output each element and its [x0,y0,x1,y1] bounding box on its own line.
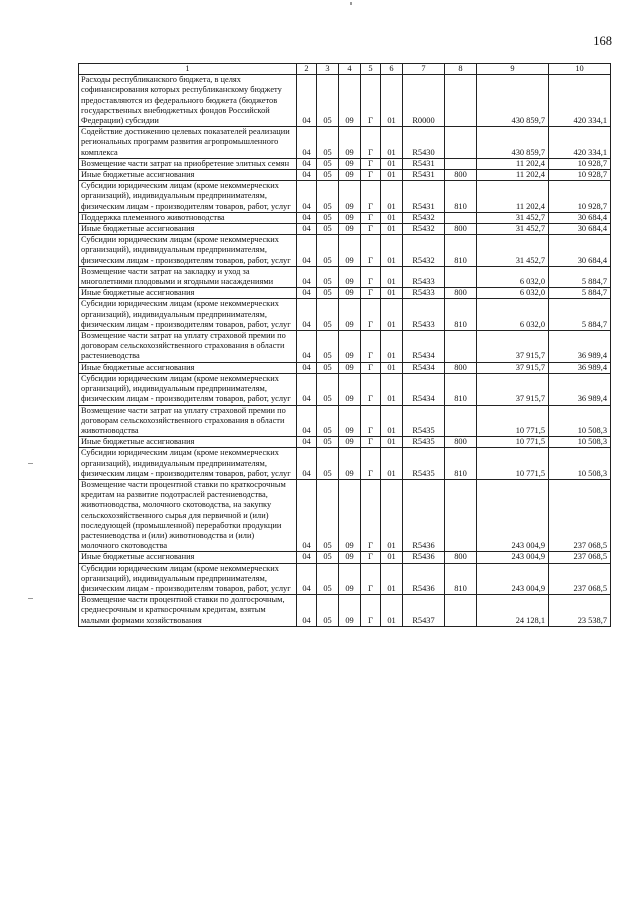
cell-c7: R5436 [403,552,445,563]
cell-c6: 01 [381,288,403,299]
cell-c9: 243 004,9 [477,479,549,551]
cell-c6: 01 [381,127,403,159]
cell-c7: R5433 [403,288,445,299]
cell-c9: 31 452,7 [477,212,549,223]
cell-c2: 04 [297,181,317,213]
table-row [79,224,611,235]
cell-c8: 800 [445,362,477,373]
cell-c2: 04 [297,212,317,223]
cell-c7: R5433 [403,266,445,287]
table-row [79,75,611,127]
cell-c10: 30 684,4 [549,235,611,267]
cell-c4: 09 [339,212,361,223]
cell-c9: 10 771,5 [477,437,549,448]
cell-c10: 30 684,4 [549,224,611,235]
cell-c3: 05 [317,595,339,627]
cell-c10: 420 334,1 [549,127,611,159]
cell-c2: 04 [297,405,317,437]
cell-c9: 11 202,4 [477,158,549,169]
row-name: Возмещение части затрат на уплату страховой премии по договорам сельскохозяйственного страхования в области животноводства [79,405,297,437]
cell-c2: 04 [297,448,317,480]
cell-c6: 01 [381,170,403,181]
cell-c2: 04 [297,235,317,267]
cell-c3: 05 [317,212,339,223]
cell-c8: 810 [445,235,477,267]
cell-c5: Г [361,437,381,448]
cell-c10: 10 928,7 [549,158,611,169]
cell-c6: 01 [381,552,403,563]
row-name: Субсидии юридическим лицам (кроме некоммерческих организаций), индивидуальным предпринимателям, физическим лицам - производителям товаров, работ, услуг [79,181,297,213]
cell-c5: Г [361,75,381,127]
row-name: Субсидии юридическим лицам (кроме некоммерческих организаций), индивидуальным предпринимателям, физическим лицам - производителям товаров, работ, услуг [79,448,297,480]
cell-c3: 05 [317,158,339,169]
cell-c4: 09 [339,224,361,235]
cell-c4: 09 [339,448,361,480]
cell-c3: 05 [317,224,339,235]
cell-c10: 36 989,4 [549,331,611,363]
cell-c4: 09 [339,362,361,373]
cell-c9: 430 859,7 [477,127,549,159]
row-name: Расходы республиканского бюджета, в целях софинансирования которых республиканскому бюджету предоставляются из федерального бюджета (бюджетов государственных внебюджетных фондов Российской Федерации) субсидии [79,75,297,127]
cell-c2: 04 [297,437,317,448]
col-header: 1 [79,64,297,75]
cell-c6: 01 [381,595,403,627]
page-number: 168 [593,34,612,48]
scan-mark [28,598,33,599]
table-row [79,563,611,595]
cell-c9: 31 452,7 [477,235,549,267]
cell-c9: 10 771,5 [477,405,549,437]
cell-c3: 05 [317,235,339,267]
cell-c4: 09 [339,552,361,563]
cell-c6: 01 [381,75,403,127]
cell-c10: 237 068,5 [549,479,611,551]
cell-c2: 04 [297,595,317,627]
row-name: Иные бюджетные ассигнования [79,170,297,181]
table-row [79,181,611,213]
cell-c3: 05 [317,362,339,373]
cell-c5: Г [361,362,381,373]
cell-c6: 01 [381,181,403,213]
cell-c3: 05 [317,437,339,448]
row-name: Иные бюджетные ассигнования [79,437,297,448]
cell-c9: 6 032,0 [477,299,549,331]
row-name: Содействие достижению целевых показателей реализации региональных программ развития агропромышленного комплекса [79,127,297,159]
cell-c9: 37 915,7 [477,362,549,373]
col-header: 6 [381,64,403,75]
cell-c10: 5 884,7 [549,266,611,287]
header-row [79,64,611,75]
cell-c9: 243 004,9 [477,552,549,563]
table-row [79,437,611,448]
cell-c2: 04 [297,563,317,595]
cell-c7: R5435 [403,448,445,480]
cell-c8 [445,405,477,437]
cell-c3: 05 [317,479,339,551]
cell-c3: 05 [317,331,339,363]
row-name: Субсидии юридическим лицам (кроме некоммерческих организаций), индивидуальным предпринимателям, физическим лицам - производителям товаров, работ, услуг [79,563,297,595]
col-header: 4 [339,64,361,75]
cell-c2: 04 [297,288,317,299]
cell-c7: R5431 [403,181,445,213]
cell-c3: 05 [317,288,339,299]
cell-c8 [445,127,477,159]
col-header: 9 [477,64,549,75]
cell-c6: 01 [381,212,403,223]
row-name: Возмещение части затрат на закладку и уход за многолетними плодовыми и ягодными насаждениями [79,266,297,287]
col-header: 8 [445,64,477,75]
cell-c2: 04 [297,362,317,373]
cell-c7: R5431 [403,170,445,181]
cell-c4: 09 [339,181,361,213]
cell-c6: 01 [381,563,403,595]
cell-c7: R5432 [403,212,445,223]
cell-c3: 05 [317,373,339,405]
cell-c2: 04 [297,224,317,235]
cell-c2: 04 [297,299,317,331]
cell-c5: Г [361,563,381,595]
cell-c8 [445,158,477,169]
cell-c10: 5 884,7 [549,288,611,299]
cell-c6: 01 [381,479,403,551]
cell-c4: 09 [339,405,361,437]
row-name: Возмещение части затрат на уплату страховой премии по договорам сельскохозяйственного страхования в области растениеводства [79,331,297,363]
cell-c10: 10 508,3 [549,437,611,448]
cell-c8: 810 [445,181,477,213]
cell-c4: 09 [339,479,361,551]
cell-c3: 05 [317,127,339,159]
cell-c7: R5431 [403,158,445,169]
cell-c8: 810 [445,299,477,331]
cell-c3: 05 [317,299,339,331]
cell-c9: 6 032,0 [477,266,549,287]
table-row [79,595,611,627]
cell-c4: 09 [339,299,361,331]
cell-c7: R5432 [403,235,445,267]
cell-c3: 05 [317,181,339,213]
cell-c9: 31 452,7 [477,224,549,235]
cell-c4: 09 [339,75,361,127]
cell-c5: Г [361,181,381,213]
cell-c9: 11 202,4 [477,170,549,181]
cell-c7: R5435 [403,405,445,437]
row-name: Субсидии юридическим лицам (кроме некоммерческих организаций), индивидуальным предпринимателям, физическим лицам - производителям товаров, работ, услуг [79,299,297,331]
table-row [79,158,611,169]
cell-c10: 23 538,7 [549,595,611,627]
table-row [79,405,611,437]
cell-c2: 04 [297,373,317,405]
cell-c2: 04 [297,266,317,287]
cell-c7: R5437 [403,595,445,627]
table-row [79,362,611,373]
cell-c6: 01 [381,266,403,287]
cell-c10: 10 508,3 [549,405,611,437]
cell-c3: 05 [317,266,339,287]
cell-c5: Г [361,224,381,235]
cell-c6: 01 [381,299,403,331]
row-name: Возмещение части процентной ставки по долгосрочным, среднесрочным и краткосрочным кредитам, взятым малыми формами хозяйствования [79,595,297,627]
cell-c6: 01 [381,224,403,235]
table-row [79,479,611,551]
table-row [79,235,611,267]
cell-c7: R5436 [403,479,445,551]
cell-c5: Г [361,288,381,299]
cell-c10: 420 334,1 [549,75,611,127]
cell-c2: 04 [297,552,317,563]
table-row [79,448,611,480]
table-row [79,127,611,159]
cell-c4: 09 [339,288,361,299]
cell-c10: 10 508,3 [549,448,611,480]
cell-c9: 24 128,1 [477,595,549,627]
cell-c8 [445,212,477,223]
cell-c3: 05 [317,563,339,595]
cell-c5: Г [361,448,381,480]
row-name: Субсидии юридическим лицам (кроме некоммерческих организаций), индивидуальным предпринимателям, физическим лицам - производителям товаров, работ, услуг [79,235,297,267]
cell-c5: Г [361,127,381,159]
cell-c9: 37 915,7 [477,373,549,405]
cell-c10: 5 884,7 [549,299,611,331]
cell-c2: 04 [297,170,317,181]
cell-c8 [445,75,477,127]
cell-c9: 6 032,0 [477,288,549,299]
cell-c9: 10 771,5 [477,448,549,480]
cell-c7: R5432 [403,224,445,235]
row-name: Возмещение части процентной ставки по краткосрочным кредитам на развитие подотраслей растениеводства, животноводства, молочного скотоводства, на закупку сельскохозяйственного сырья для первичной и (или) последующей (промышленной) переработки продукции растениеводства и (или) животноводства и (или) молочного скотоводства [79,479,297,551]
cell-c8: 800 [445,552,477,563]
table-row [79,331,611,363]
row-name: Иные бюджетные ассигнования [79,362,297,373]
cell-c3: 05 [317,170,339,181]
cell-c5: Г [361,331,381,363]
cell-c5: Г [361,405,381,437]
cell-c6: 01 [381,362,403,373]
cell-c6: 01 [381,448,403,480]
table-row [79,288,611,299]
row-name: Поддержка племенного животноводства [79,212,297,223]
cell-c4: 09 [339,595,361,627]
cell-c4: 09 [339,373,361,405]
cell-c10: 10 928,7 [549,170,611,181]
cell-c2: 04 [297,331,317,363]
scan-mark [350,2,352,5]
cell-c6: 01 [381,158,403,169]
cell-c8: 800 [445,224,477,235]
cell-c7: R5433 [403,299,445,331]
cell-c10: 36 989,4 [549,362,611,373]
cell-c5: Г [361,158,381,169]
cell-c5: Г [361,235,381,267]
cell-c8: 810 [445,563,477,595]
cell-c10: 36 989,4 [549,373,611,405]
row-name: Иные бюджетные ассигнования [79,288,297,299]
cell-c7: R0000 [403,75,445,127]
cell-c8: 800 [445,170,477,181]
cell-c4: 09 [339,158,361,169]
row-name: Иные бюджетные ассигнования [79,224,297,235]
cell-c3: 05 [317,75,339,127]
cell-c8: 810 [445,448,477,480]
cell-c7: R5434 [403,362,445,373]
cell-c4: 09 [339,235,361,267]
cell-c10: 237 068,5 [549,552,611,563]
cell-c2: 04 [297,75,317,127]
col-header: 10 [549,64,611,75]
table-row [79,266,611,287]
cell-c9: 430 859,7 [477,75,549,127]
cell-c10: 30 684,4 [549,212,611,223]
cell-c8: 800 [445,288,477,299]
cell-c5: Г [361,266,381,287]
col-header: 2 [297,64,317,75]
table-row [79,299,611,331]
col-header: 7 [403,64,445,75]
table-row [79,170,611,181]
cell-c10: 10 928,7 [549,181,611,213]
col-header: 3 [317,64,339,75]
cell-c8 [445,331,477,363]
table-row [79,373,611,405]
cell-c9: 243 004,9 [477,563,549,595]
cell-c4: 09 [339,563,361,595]
cell-c3: 05 [317,552,339,563]
row-name: Иные бюджетные ассигнования [79,552,297,563]
cell-c7: R5435 [403,437,445,448]
cell-c3: 05 [317,448,339,480]
row-name: Субсидии юридическим лицам (кроме некоммерческих организаций), индивидуальным предпринимателям, физическим лицам - производителям товаров, работ, услуг [79,373,297,405]
cell-c8 [445,479,477,551]
cell-c2: 04 [297,479,317,551]
scan-mark [28,463,33,464]
cell-c5: Г [361,212,381,223]
cell-c2: 04 [297,127,317,159]
cell-c10: 237 068,5 [549,563,611,595]
cell-c4: 09 [339,331,361,363]
table-row [79,212,611,223]
cell-c4: 09 [339,170,361,181]
cell-c5: Г [361,170,381,181]
cell-c8: 810 [445,373,477,405]
budget-table [78,63,611,627]
cell-c5: Г [361,552,381,563]
cell-c8 [445,266,477,287]
cell-c4: 09 [339,266,361,287]
cell-c7: R5434 [403,331,445,363]
cell-c5: Г [361,479,381,551]
col-header: 5 [361,64,381,75]
cell-c7: R5436 [403,563,445,595]
cell-c8 [445,595,477,627]
table-row [79,552,611,563]
cell-c2: 04 [297,158,317,169]
cell-c9: 11 202,4 [477,181,549,213]
cell-c3: 05 [317,405,339,437]
cell-c5: Г [361,595,381,627]
row-name: Возмещение части затрат на приобретение элитных семян [79,158,297,169]
cell-c6: 01 [381,405,403,437]
cell-c6: 01 [381,331,403,363]
cell-c4: 09 [339,127,361,159]
cell-c6: 01 [381,373,403,405]
cell-c9: 37 915,7 [477,331,549,363]
cell-c4: 09 [339,437,361,448]
cell-c7: R5434 [403,373,445,405]
cell-c8: 800 [445,437,477,448]
cell-c5: Г [361,373,381,405]
cell-c7: R5430 [403,127,445,159]
cell-c6: 01 [381,235,403,267]
cell-c5: Г [361,299,381,331]
cell-c6: 01 [381,437,403,448]
